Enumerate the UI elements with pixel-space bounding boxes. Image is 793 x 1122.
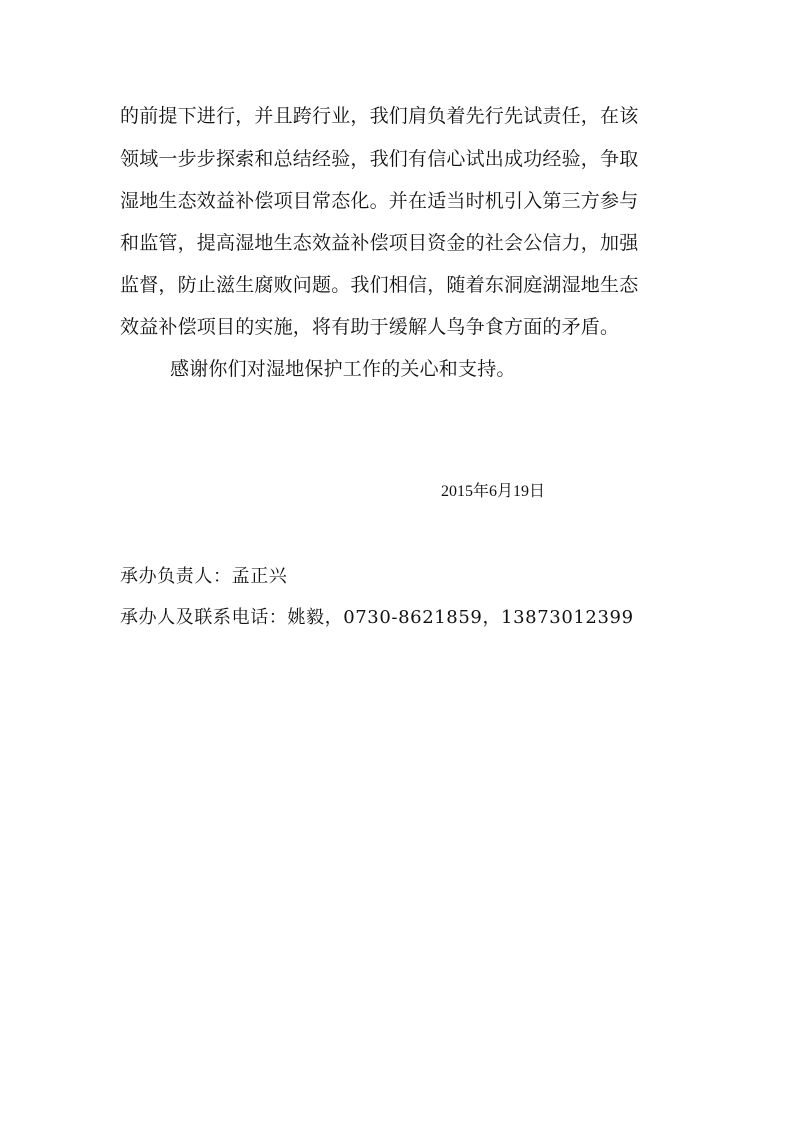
document-date: 2015年6月19日 — [441, 483, 546, 500]
body-text-line: 领域一步步探索和总结经验，我们有信心试出成功经验，争取 — [120, 148, 639, 170]
contact-info: 承办人及联系电话：姚毅，0730-8621859，13873012399 — [120, 607, 634, 628]
closing-paragraph: 感谢你们对湿地保护工作的关心和支持。 — [170, 358, 516, 380]
responsible-person: 承办负责人：孟正兴 — [120, 566, 288, 587]
body-text-line: 监督，防止滋生腐败问题。我们相信，随着东洞庭湖湿地生态 — [120, 274, 639, 296]
body-text-line: 和监管，提高湿地生态效益补偿项目资金的社会公信力，加强 — [120, 232, 639, 254]
body-text-line: 湿地生态效益补偿项目常态化。并在适当时机引入第三方参与 — [120, 190, 639, 212]
body-text-line: 效益补偿项目的实施，将有助于缓解人鸟争食方面的矛盾。 — [120, 316, 620, 338]
body-text-line: 的前提下进行，并且跨行业，我们肩负着先行先试责任，在该 — [120, 105, 639, 127]
